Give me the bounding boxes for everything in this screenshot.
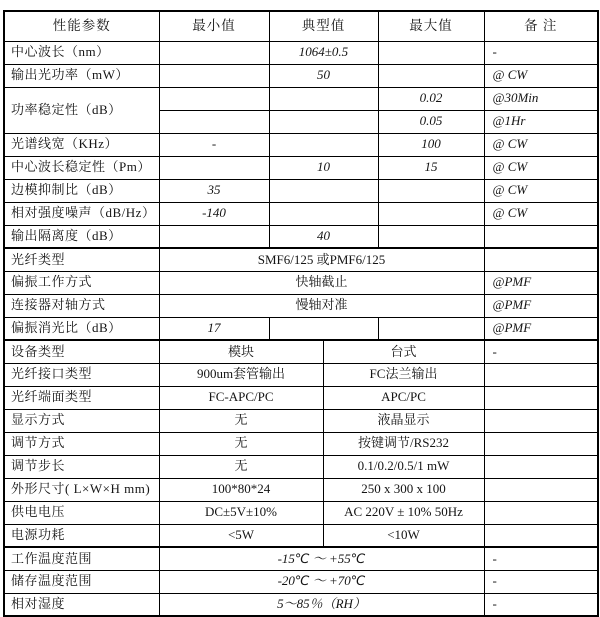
table-row xyxy=(4,363,598,386)
table-row xyxy=(4,547,598,570)
value-cell xyxy=(159,64,269,87)
spec-table xyxy=(3,10,599,617)
value-cell xyxy=(159,87,269,110)
row-label: 边模抑制比（dB） xyxy=(4,179,159,202)
value-cell xyxy=(269,87,378,110)
note-cell: - xyxy=(484,41,598,64)
table-row xyxy=(4,386,598,409)
table-row xyxy=(4,432,598,455)
row-label: 设备类型 xyxy=(4,340,159,363)
table-row xyxy=(4,225,598,248)
note-cell: @PMF xyxy=(484,294,598,317)
table-row xyxy=(4,41,598,64)
value-cell xyxy=(269,179,378,202)
row-label: 外形尺寸( L×W×H mm) xyxy=(4,478,159,501)
row-label: 功率稳定性（dB） xyxy=(4,87,159,133)
value-cell: 快轴截止 xyxy=(159,271,484,294)
value-cell: FC法兰输出 xyxy=(323,363,484,386)
row-label: 供电电压 xyxy=(4,501,159,524)
value-cell: AC 220V ± 10% 50Hz xyxy=(323,501,484,524)
note-cell: - xyxy=(484,570,598,593)
note-cell xyxy=(484,409,598,432)
column-header: 最大值 xyxy=(378,11,484,41)
row-label: 中心波长稳定性（Pm） xyxy=(4,156,159,179)
value-cell xyxy=(378,317,484,340)
row-label: 光谱线宽（KHz） xyxy=(4,133,159,156)
note-cell xyxy=(484,524,598,547)
note-cell: @PMF xyxy=(484,317,598,340)
value-cell: 无 xyxy=(159,432,323,455)
table-row xyxy=(4,202,598,225)
table-row xyxy=(4,294,598,317)
value-cell: 0.1/0.2/0.5/1 mW xyxy=(323,455,484,478)
value-cell: <5W xyxy=(159,524,323,547)
value-cell: 250 x 300 x 100 xyxy=(323,478,484,501)
table-row xyxy=(4,64,598,87)
value-cell: 900um套管输出 xyxy=(159,363,323,386)
spec-table-container xyxy=(3,10,599,617)
row-label: 相对湿度 xyxy=(4,593,159,616)
table-row xyxy=(4,409,598,432)
value-cell: 无 xyxy=(159,455,323,478)
value-cell: -20℃ ～ +70℃ xyxy=(159,570,484,593)
row-label: 储存温度范围 xyxy=(4,570,159,593)
row-label: 调节步长 xyxy=(4,455,159,478)
row-label: 输出隔离度（dB） xyxy=(4,225,159,248)
note-cell xyxy=(484,455,598,478)
value-cell xyxy=(378,179,484,202)
value-cell: 40 xyxy=(269,225,378,248)
value-cell xyxy=(269,110,378,133)
value-cell: -15℃ ～ +55℃ xyxy=(159,547,484,570)
note-cell: @ CW xyxy=(484,156,598,179)
table-row xyxy=(4,317,598,340)
row-label: 工作温度范围 xyxy=(4,547,159,570)
value-cell: FC-APC/PC xyxy=(159,386,323,409)
value-cell xyxy=(378,64,484,87)
note-cell: - xyxy=(484,547,598,570)
row-label: 光纤类型 xyxy=(4,248,159,271)
value-cell xyxy=(378,41,484,64)
table-row xyxy=(4,248,598,271)
value-cell: 15 xyxy=(378,156,484,179)
note-cell: @ CW xyxy=(484,202,598,225)
table-row xyxy=(4,179,598,202)
table-row xyxy=(4,455,598,478)
table-row xyxy=(4,340,598,363)
value-cell xyxy=(378,202,484,225)
note-cell: @ CW xyxy=(484,133,598,156)
row-label: 调节方式 xyxy=(4,432,159,455)
note-cell: @PMF xyxy=(484,271,598,294)
value-cell: - xyxy=(159,133,269,156)
header-row xyxy=(4,11,598,41)
value-cell: -140 xyxy=(159,202,269,225)
column-header: 性能参数 xyxy=(4,11,159,41)
row-label: 光纤端面类型 xyxy=(4,386,159,409)
value-cell: 100*80*24 xyxy=(159,478,323,501)
note-cell xyxy=(484,501,598,524)
row-label: 连接器对轴方式 xyxy=(4,294,159,317)
value-cell xyxy=(159,110,269,133)
value-cell: DC±5V±10% xyxy=(159,501,323,524)
table-row xyxy=(4,593,598,616)
row-label: 输出光功率（mW） xyxy=(4,64,159,87)
column-header: 备 注 xyxy=(484,11,598,41)
value-cell: 50 xyxy=(269,64,378,87)
table-row xyxy=(4,156,598,179)
column-header: 典型值 xyxy=(269,11,378,41)
row-label: 电源功耗 xyxy=(4,524,159,547)
note-cell xyxy=(484,225,598,248)
table-row xyxy=(4,271,598,294)
value-cell xyxy=(159,156,269,179)
value-cell: 按键调节/RS232 xyxy=(323,432,484,455)
row-label: 相对强度噪声（dB/Hz） xyxy=(4,202,159,225)
note-cell: @1Hr xyxy=(484,110,598,133)
value-cell xyxy=(159,225,269,248)
value-cell: 35 xyxy=(159,179,269,202)
table-row xyxy=(4,524,598,547)
note-cell: @30Min xyxy=(484,87,598,110)
value-cell: 无 xyxy=(159,409,323,432)
value-cell: 台式 xyxy=(323,340,484,363)
value-cell: 液晶显示 xyxy=(323,409,484,432)
value-cell: SMF6/125 或PMF6/125 xyxy=(159,248,484,271)
value-cell: APC/PC xyxy=(323,386,484,409)
value-cell: 模块 xyxy=(159,340,323,363)
value-cell: 10 xyxy=(269,156,378,179)
row-label: 光纤接口类型 xyxy=(4,363,159,386)
value-cell: 100 xyxy=(378,133,484,156)
table-row xyxy=(4,570,598,593)
value-cell: 0.02 xyxy=(378,87,484,110)
note-cell: - xyxy=(484,593,598,616)
note-cell xyxy=(484,432,598,455)
row-label: 中心波长（nm） xyxy=(4,41,159,64)
value-cell xyxy=(269,133,378,156)
value-cell xyxy=(269,317,378,340)
column-header: 最小值 xyxy=(159,11,269,41)
value-cell: 0.05 xyxy=(378,110,484,133)
note-cell xyxy=(484,363,598,386)
note-cell xyxy=(484,478,598,501)
row-label: 偏振消光比（dB） xyxy=(4,317,159,340)
note-cell: - xyxy=(484,340,598,363)
note-cell xyxy=(484,386,598,409)
table-row xyxy=(4,133,598,156)
table-row xyxy=(4,501,598,524)
value-cell: 17 xyxy=(159,317,269,340)
note-cell xyxy=(484,248,598,271)
row-label: 显示方式 xyxy=(4,409,159,432)
value-cell xyxy=(378,225,484,248)
value-cell: 5～85％（RH） xyxy=(159,593,484,616)
value-cell: 1064±0.5 xyxy=(269,41,378,64)
value-cell: <10W xyxy=(323,524,484,547)
table-row xyxy=(4,478,598,501)
value-cell xyxy=(269,202,378,225)
value-cell: 慢轴对准 xyxy=(159,294,484,317)
note-cell: @ CW xyxy=(484,179,598,202)
note-cell: @ CW xyxy=(484,64,598,87)
row-label: 偏振工作方式 xyxy=(4,271,159,294)
table-row xyxy=(4,87,598,110)
value-cell xyxy=(159,41,269,64)
